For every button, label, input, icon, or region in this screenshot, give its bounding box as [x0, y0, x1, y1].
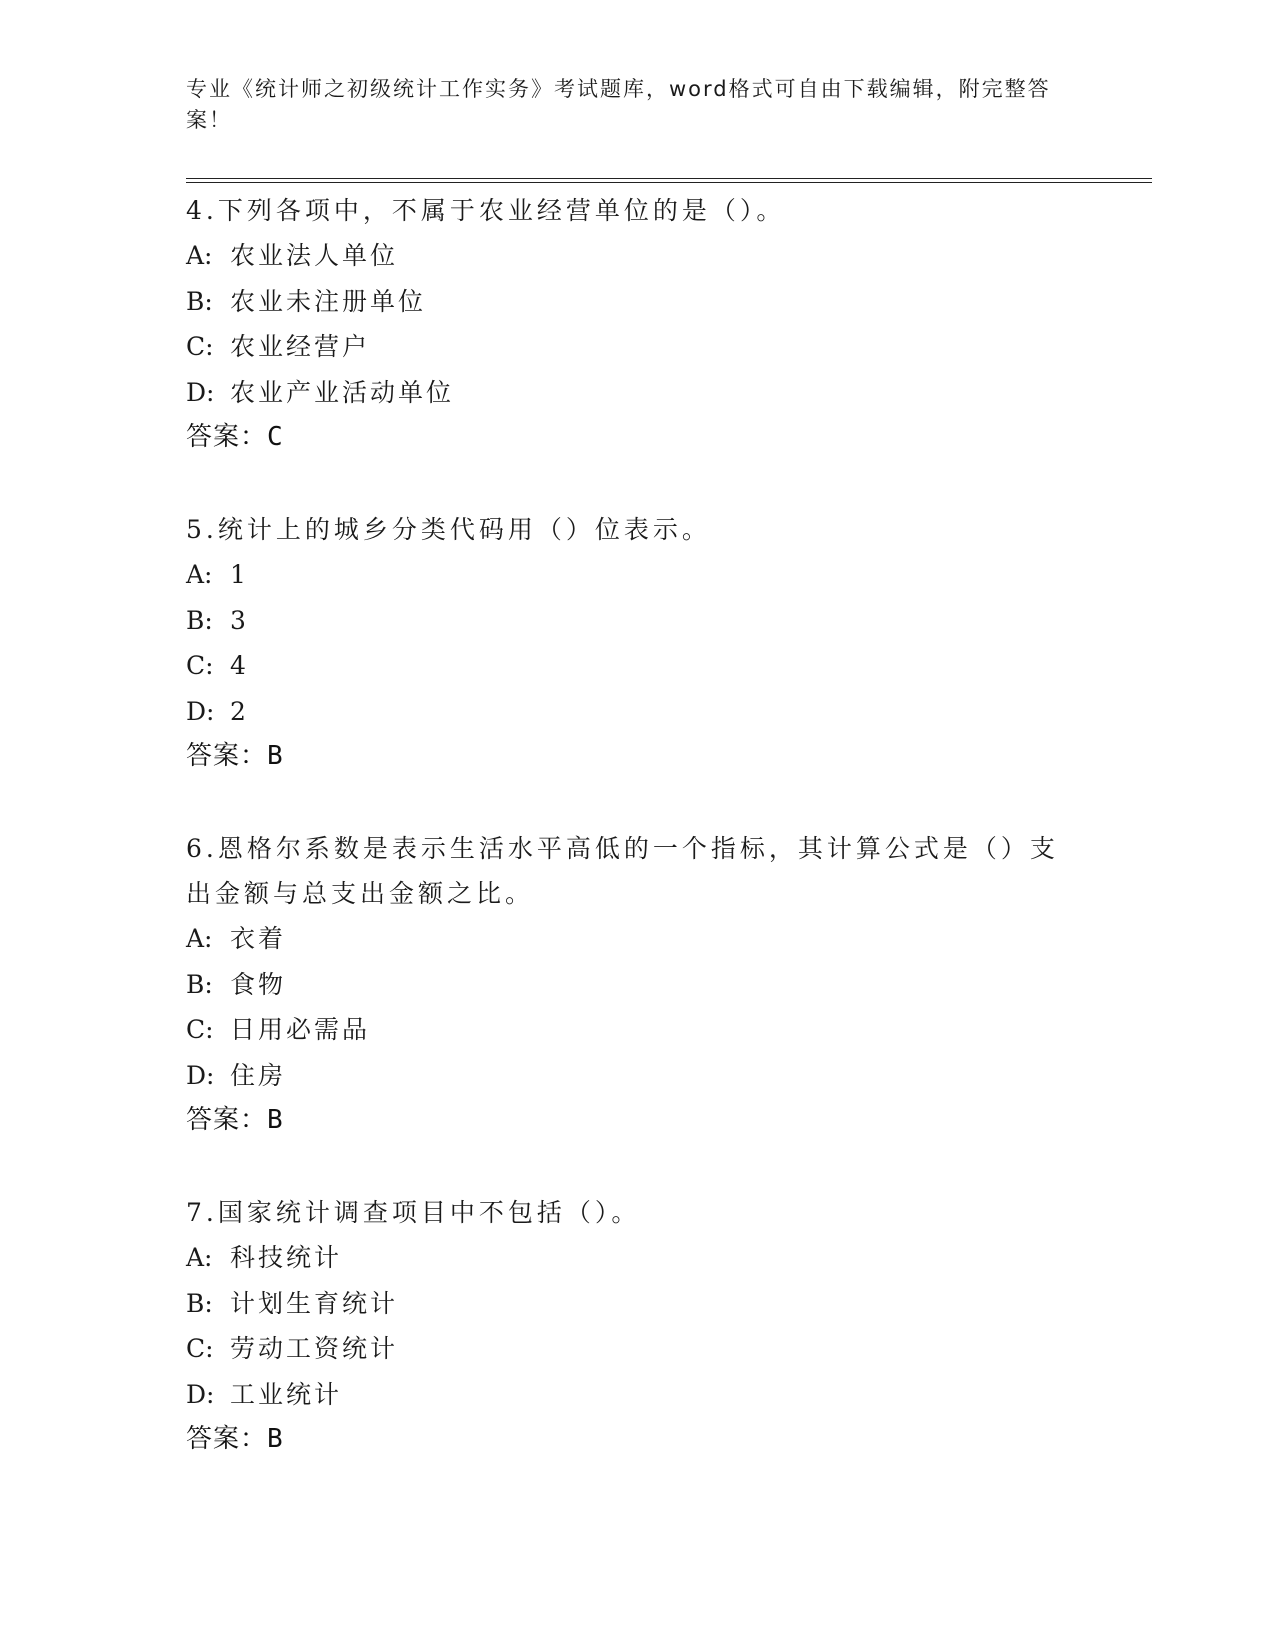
option-letter: B:: [186, 1288, 213, 1318]
question-title: 6.恩格尔系数是表示生活水平高低的一个指标，其计算公式是（）支出金额与总支出金额之比。: [186, 834, 1059, 908]
option-text: 日用必需品: [230, 1015, 371, 1044]
option-letter: A:: [186, 924, 213, 953]
option-a: [186, 1235, 1086, 1281]
question-title: 4.下列各项中，不属于农业经营单位的是（）。: [186, 196, 786, 225]
option-letter: C:: [186, 1015, 214, 1044]
answer-value: C: [267, 422, 284, 452]
question-5: [186, 507, 1086, 779]
question-4: [186, 188, 1086, 460]
option-text: 科技统计: [230, 1243, 343, 1272]
header-divider-bottom: [186, 182, 1152, 183]
option-a: [186, 233, 1086, 279]
answer-label: 答案：: [186, 1105, 268, 1135]
option-d: [186, 370, 1086, 416]
option-b: [186, 962, 1086, 1008]
option-letter: C:: [186, 1334, 214, 1363]
question-title: 5.统计上的城乡分类代码用（）位表示。: [186, 515, 711, 544]
option-text: 工业统计: [230, 1379, 343, 1409]
answer-label: 答案：: [186, 741, 268, 771]
option-text: 农业产业活动单位: [230, 377, 455, 407]
answer-label: 答案：: [186, 422, 268, 452]
option-d: [186, 1053, 1086, 1099]
option-letter: A:: [186, 241, 213, 270]
option-letter: C:: [186, 651, 214, 680]
option-letter: D:: [186, 377, 215, 407]
option-a: [186, 916, 1086, 962]
option-letter: B:: [186, 286, 213, 316]
question-title: 7.国家统计调查项目中不包括（）。: [186, 1198, 641, 1227]
option-b: [186, 1281, 1086, 1327]
option-b: [186, 279, 1086, 325]
answer-line: [186, 734, 1086, 779]
option-text: 劳动工资统计: [230, 1334, 399, 1363]
option-letter: B:: [186, 969, 213, 999]
option-text: 4: [230, 651, 249, 680]
option-letter: C:: [186, 332, 214, 361]
question-6: [186, 826, 1086, 1143]
option-text: 3: [230, 605, 249, 635]
option-c: [186, 643, 1086, 689]
answer-line: [186, 1098, 1086, 1143]
option-c: [186, 1326, 1086, 1372]
answer-value: B: [267, 741, 284, 771]
option-a: [186, 552, 1086, 598]
option-text: 农业经营户: [230, 332, 371, 361]
document-intro: 专业《统计师之初级统计工作实务》考试题库，word格式可自由下载编辑，附完整答案！: [186, 77, 1051, 132]
option-letter: D:: [186, 1060, 215, 1090]
answer-value: B: [267, 1424, 284, 1454]
header-divider-top: [186, 178, 1152, 179]
answer-value: B: [267, 1105, 284, 1135]
option-text: 2: [230, 696, 249, 726]
option-text: 食物: [230, 969, 287, 999]
answer-label: 答案：: [186, 1424, 268, 1454]
option-letter: D:: [186, 696, 215, 726]
option-text: 衣着: [230, 924, 287, 953]
answer-line: [186, 1417, 1086, 1462]
option-c: [186, 324, 1086, 370]
option-text: 住房: [230, 1060, 287, 1090]
option-letter: A:: [186, 1243, 213, 1272]
option-text: 农业未注册单位: [230, 286, 427, 316]
option-text: 农业法人单位: [230, 241, 399, 270]
option-letter: B:: [186, 605, 213, 635]
option-b: [186, 598, 1086, 644]
answer-line: [186, 415, 1086, 460]
option-d: [186, 689, 1086, 735]
option-letter: D:: [186, 1379, 215, 1409]
option-text: 计划生育统计: [230, 1288, 399, 1318]
option-d: [186, 1372, 1086, 1418]
option-c: [186, 1007, 1086, 1053]
option-text: 1: [230, 560, 249, 589]
option-letter: A:: [186, 560, 213, 589]
question-7: [186, 1190, 1086, 1462]
